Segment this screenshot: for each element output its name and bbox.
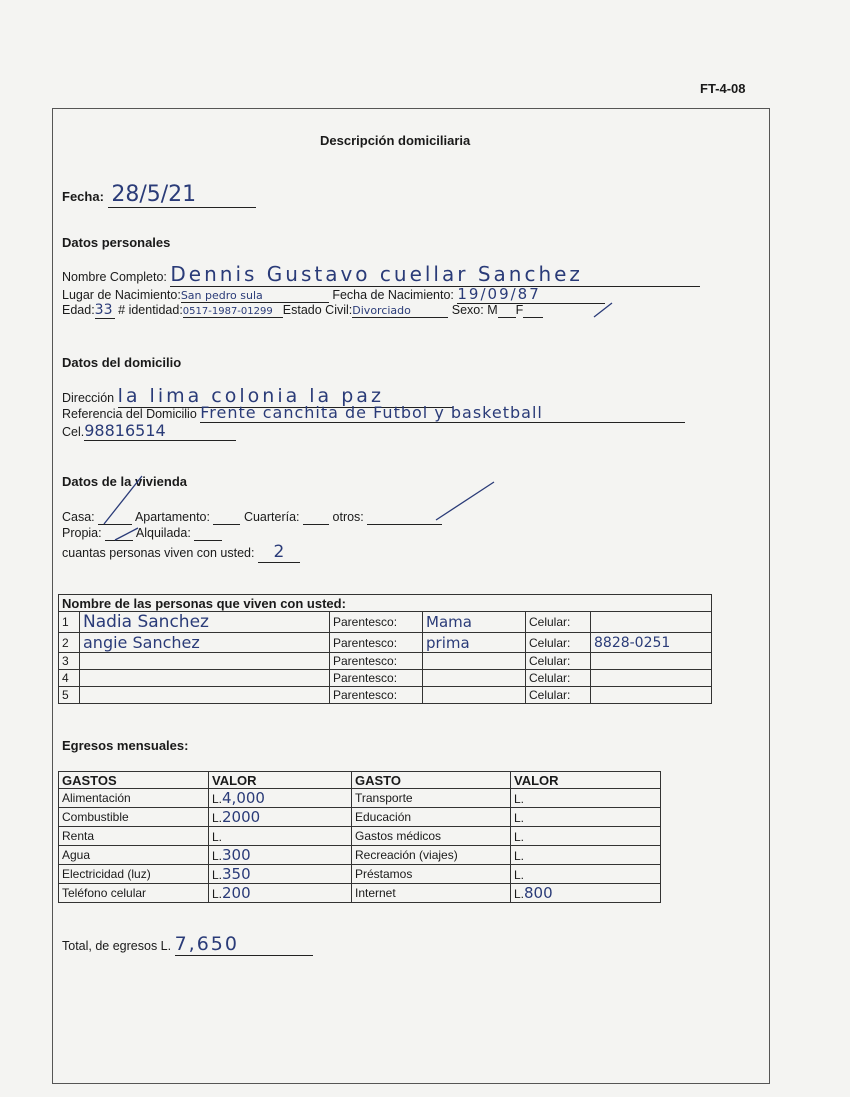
direccion-field[interactable]: la lima colonia la paz [118,385,453,408]
total-label: Total, de egresos L. [62,939,172,953]
estado-civil-field[interactable]: Divorciado [352,304,448,318]
table-row [59,633,712,653]
cel-row [62,421,236,441]
valor-value: 4,000 [222,789,265,807]
fecha-nacimiento-label: Fecha de Nacimiento: [332,288,454,302]
cel-label: Cel. [62,425,85,439]
propia-label: Propia: [62,526,102,540]
lugar-label: Lugar de Nacimiento: [62,288,181,302]
currency-label: L. [212,887,223,901]
otros-label: otros: [332,510,364,524]
parentesco-cell[interactable] [423,687,526,704]
celular-cell[interactable]: 8828-0251 [591,633,712,653]
valor-cell[interactable] [511,865,661,884]
currency-label: L. [212,830,223,844]
valor-value: 2000 [222,808,261,826]
nombre-cell[interactable] [80,670,330,687]
table-row [59,827,661,846]
table-row [59,687,712,704]
direccion-label: Dirección [62,391,115,405]
sexo-m-check-mark [592,301,614,319]
otros-slash-mark [430,478,500,524]
valor-cell[interactable] [209,865,352,884]
cel-field[interactable]: 98816514 [84,421,236,441]
currency-label: L. [212,868,223,882]
parentesco-label: Parentesco: [330,670,423,687]
currency-label: L. [514,811,525,825]
parentesco-cell[interactable] [423,653,526,670]
estado-civil-label: Estado Civil: [282,303,353,317]
valor-header-2: VALOR [511,772,661,789]
table-row [59,653,712,670]
valor-cell[interactable] [209,884,352,903]
currency-label: L. [514,830,525,844]
celular-cell[interactable] [591,612,712,633]
row-number: 2 [59,633,80,653]
currency-label: L. [212,811,223,825]
gasto-label: Combustible [59,808,209,827]
celular-label: Celular: [526,612,591,633]
document-code: FT-4-08 [700,81,746,96]
gasto-label: Electricidad (luz) [59,865,209,884]
egresos-heading: Egresos mensuales: [62,738,189,753]
table-row [59,789,661,808]
parentesco-cell[interactable] [423,670,526,687]
valor-cell[interactable] [511,827,661,846]
nombre-field[interactable]: Dennis Gustavo cuellar Sanchez [170,262,700,287]
cuantas-field[interactable]: 2 [258,542,300,563]
personas-table-header: Nombre de las personas que viven con usted: [59,595,712,612]
celular-cell[interactable] [591,653,712,670]
cuantas-row [62,542,300,563]
total-field[interactable]: 7,650 [175,933,313,956]
parentesco-label: Parentesco: [330,612,423,633]
nombre-cell[interactable]: angie Sanchez [80,633,330,653]
total-row [62,933,313,956]
cuarteria-label: Cuartería: [243,510,300,524]
valor-cell[interactable] [511,846,661,865]
table-row [59,865,661,884]
parentesco-label: Parentesco: [330,687,423,704]
valor-header: VALOR [209,772,352,789]
gasto-label: Internet [352,884,511,903]
table-row [59,670,712,687]
sexo-f-label: F [515,303,524,317]
table-row [59,808,661,827]
table-row [59,884,661,903]
celular-label: Celular: [526,670,591,687]
cuarteria-field[interactable] [303,510,329,525]
valor-cell[interactable] [209,846,352,865]
row-number: 3 [59,653,80,670]
currency-label: L. [212,849,223,863]
nombre-cell[interactable]: Nadia Sanchez [80,612,330,633]
valor-value: 350 [222,865,251,883]
nombre-row [62,262,700,287]
referencia-label: Referencia del Domicilio [62,407,197,421]
domicilio-heading: Datos del domicilio [62,355,182,370]
currency-label: L. [514,792,525,806]
apartamento-label: Apartamento: [134,510,210,524]
edad-label: Edad: [62,303,95,317]
casa-label: Casa: [62,510,95,524]
gasto-label: Alimentación [59,789,209,808]
nombre-cell[interactable] [80,687,330,704]
celular-label: Celular: [526,653,591,670]
egresos-header-row [59,772,661,789]
row-number: 1 [59,612,80,633]
vivienda-heading: Datos de la vivienda [62,474,187,489]
fecha-field[interactable]: 28/5/21 [108,182,256,208]
apartamento-field[interactable] [213,510,240,525]
propia-check-mark [112,526,142,542]
currency-label: L. [514,868,525,882]
identidad-field[interactable]: 0517-1987-01299 [183,306,283,318]
valor-cell[interactable] [209,827,352,846]
sexo-m-label: Sexo: M [451,303,498,317]
nombre-cell[interactable] [80,653,330,670]
lugar-field[interactable]: San pedro sula [181,289,329,303]
table-row [59,612,712,633]
identidad-row [62,302,543,319]
celular-cell[interactable] [591,687,712,704]
currency-label: L. [514,849,525,863]
table-row [59,846,661,865]
gasto-label: Teléfono celular [59,884,209,903]
currency-label: L. [514,887,525,901]
datos-personales-heading: Datos personales [62,235,171,250]
fecha-row [62,182,256,208]
currency-label: L. [212,792,223,806]
fecha-nacimiento-field[interactable]: 19/09/87 [457,285,605,304]
cuantas-label: cuantas personas viven con usted: [62,546,255,560]
valor-value: 300 [222,846,251,864]
gasto-label: Agua [59,846,209,865]
valor-cell[interactable] [511,884,661,903]
gasto-label: Gastos médicos [352,827,511,846]
referencia-row [62,403,685,423]
valor-cell[interactable] [209,808,352,827]
gastos-header: GASTOS [59,772,209,789]
gasto-label: Renta [59,827,209,846]
tenencia-row [62,526,222,541]
fecha-label: Fecha: [62,189,104,204]
row-number: 4 [59,670,80,687]
personas-table [58,594,712,704]
row-number: 5 [59,687,80,704]
gasto-label: Transporte [352,789,511,808]
form-title: Descripción domiciliaria [320,133,471,148]
gasto-label: Recreación (viajes) [352,846,511,865]
referencia-field[interactable]: Frente canchita de Futbol y basketball [200,403,685,423]
sexo-f-field[interactable] [523,303,543,318]
edad-field[interactable]: 33 [95,302,115,319]
celular-cell[interactable] [591,670,712,687]
valor-cell[interactable] [511,789,661,808]
parentesco-cell[interactable]: prima [423,633,526,653]
celular-label: Celular: [526,633,591,653]
gasto-label: Préstamos [352,865,511,884]
alquilada-field[interactable] [194,526,222,541]
celular-label: Celular: [526,687,591,704]
valor-value: 800 [524,884,553,902]
valor-cell[interactable] [511,808,661,827]
valor-cell[interactable] [209,789,352,808]
valor-value: 200 [222,884,251,902]
gasto-header: GASTO [352,772,511,789]
gasto-label: Educación [352,808,511,827]
parentesco-cell[interactable]: Mama [423,612,526,633]
parentesco-label: Parentesco: [330,633,423,653]
nombre-label: Nombre Completo: [62,270,167,284]
identidad-label: # identidad: [118,303,183,317]
egresos-table [58,771,661,903]
casa-check-mark [100,470,160,528]
alquilada-label: Alquilada: [135,526,191,540]
sexo-m-field[interactable] [498,303,516,318]
parentesco-label: Parentesco: [330,653,423,670]
